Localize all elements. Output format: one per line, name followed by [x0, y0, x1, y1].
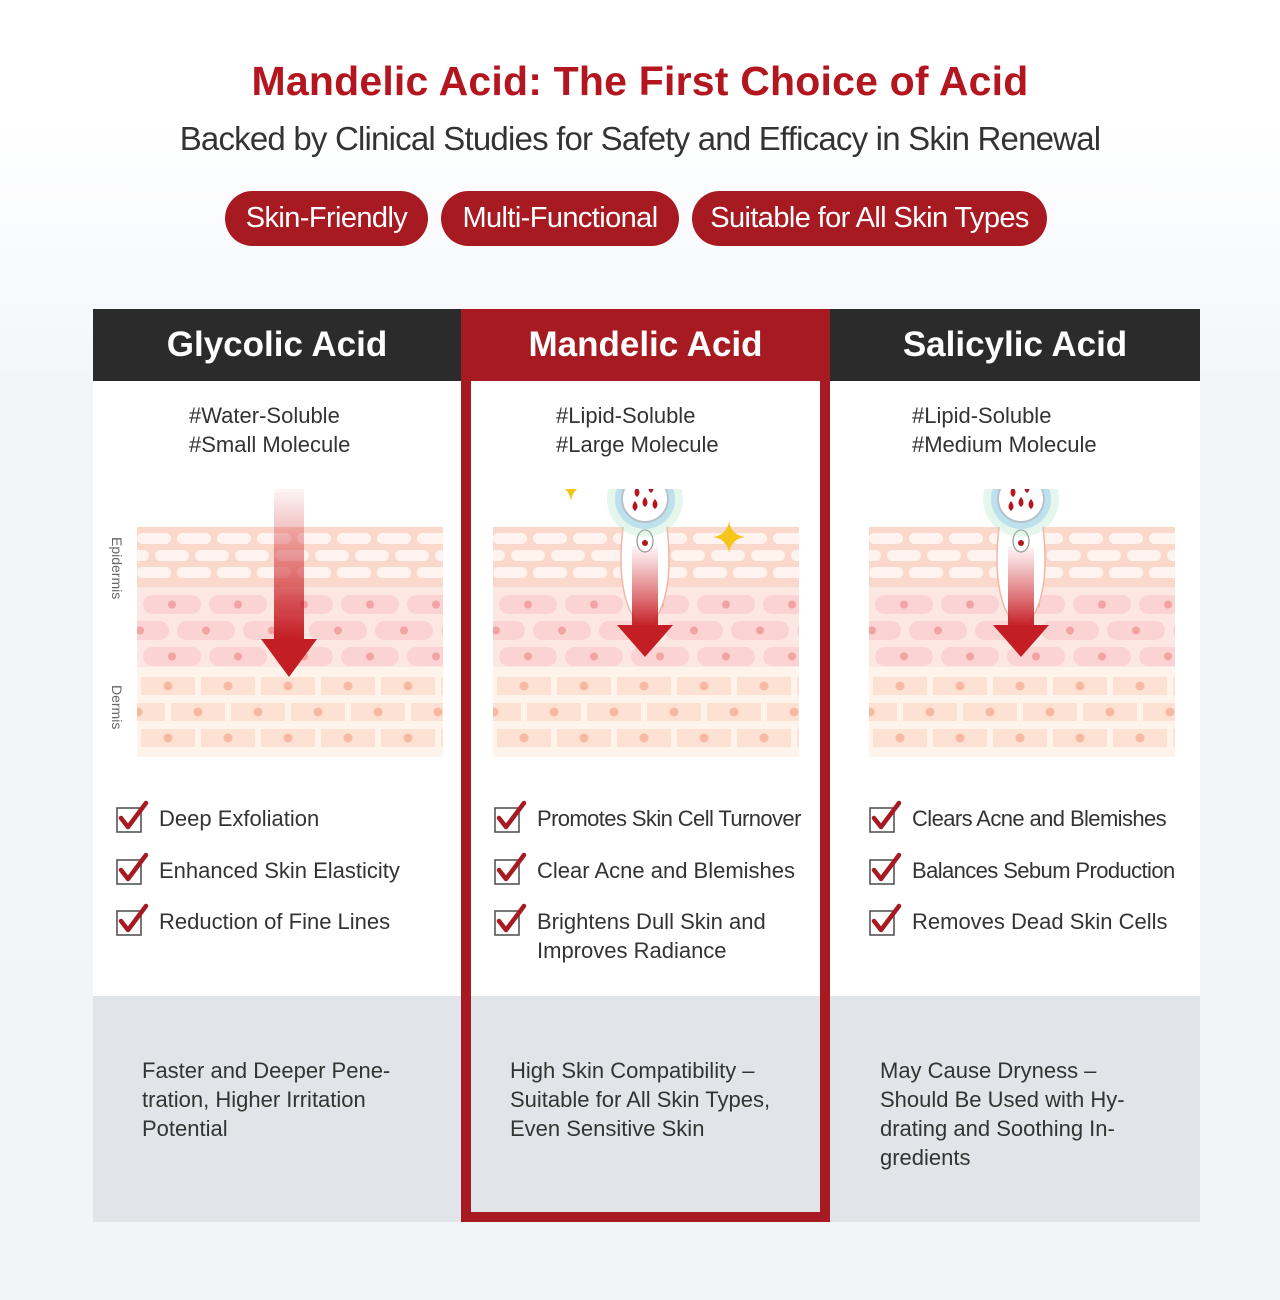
benefit-item: Clears Acne and Blemishes — [868, 804, 1166, 834]
tags — [189, 401, 350, 459]
checkmark-icon — [868, 852, 902, 886]
skin-diagram — [493, 489, 799, 779]
column-footer — [93, 996, 461, 1222]
tag: #Medium Molecule — [912, 432, 1097, 457]
pill-skin-friendly: Skin-Friendly — [225, 191, 428, 246]
checkmark-icon — [115, 852, 149, 886]
tag: #Lipid-Soluble — [556, 403, 696, 428]
column-footer — [461, 996, 830, 1222]
column-header: Mandelic Acid — [461, 309, 830, 381]
benefit-item: Balances Sebum Production — [868, 856, 1175, 886]
benefit-item: Removes Dead Skin Cells — [868, 907, 1168, 937]
footer-note: High Skin Compatibility – Suitable for All Skin Types, Even Sensitive Skin — [510, 1058, 771, 1141]
footer-note: May Cause Dryness – Should Be Used with Hy- drating and Soothing In- gredients — [880, 1058, 1125, 1170]
benefit-item: Enhanced Skin Elasticity — [115, 856, 400, 886]
benefit-item: Brightens Dull Skin and Improves Radiance — [493, 907, 766, 965]
tag: #Water-Soluble — [189, 403, 340, 428]
page-title: Mandelic Acid: The First Choice of Acid — [251, 58, 1029, 104]
checkmark-icon — [493, 852, 527, 886]
checkmark-icon — [493, 903, 527, 937]
skin-diagram — [137, 489, 443, 779]
layer-label-epidermis: Epidermis — [109, 537, 125, 600]
column-header: Glycolic Acid — [93, 309, 461, 381]
tag: #Lipid-Soluble — [912, 403, 1052, 428]
column-header: Salicylic Acid — [830, 309, 1200, 381]
tag: #Large Molecule — [556, 432, 719, 457]
tag: #Small Molecule — [189, 432, 351, 457]
pill-multi-functional: Multi-Functional — [441, 191, 679, 246]
page-subtitle: Backed by Clinical Studies for Safety and Efficacy in Skin Renewal — [179, 120, 1101, 157]
column-mandelic-acid — [461, 309, 830, 1222]
checkmark-icon — [115, 903, 149, 937]
footer-note: Faster and Deeper Pene- tration, Higher Irritation Potential — [142, 1058, 391, 1141]
checkmark-icon — [868, 800, 902, 834]
benefit-item: Deep Exfoliation — [115, 804, 319, 834]
benefit-item: Clear Acne and Blemishes — [493, 856, 795, 886]
tags — [556, 401, 719, 459]
benefit-item: Promotes Skin Cell Turnover — [493, 804, 801, 834]
pill-suitable-all-skin-types: Suitable for All Skin Types — [692, 191, 1047, 246]
checkmark-icon — [868, 903, 902, 937]
benefit-item: Reduction of Fine Lines — [115, 907, 390, 937]
checkmark-icon — [115, 800, 149, 834]
checkmark-icon — [493, 800, 527, 834]
tags — [912, 401, 1097, 459]
column-salicylic-acid — [830, 309, 1200, 1222]
skin-diagram — [869, 489, 1175, 779]
column-footer — [830, 996, 1200, 1222]
layer-label-dermis: Dermis — [109, 685, 125, 730]
column-glycolic-acid — [93, 309, 461, 1222]
